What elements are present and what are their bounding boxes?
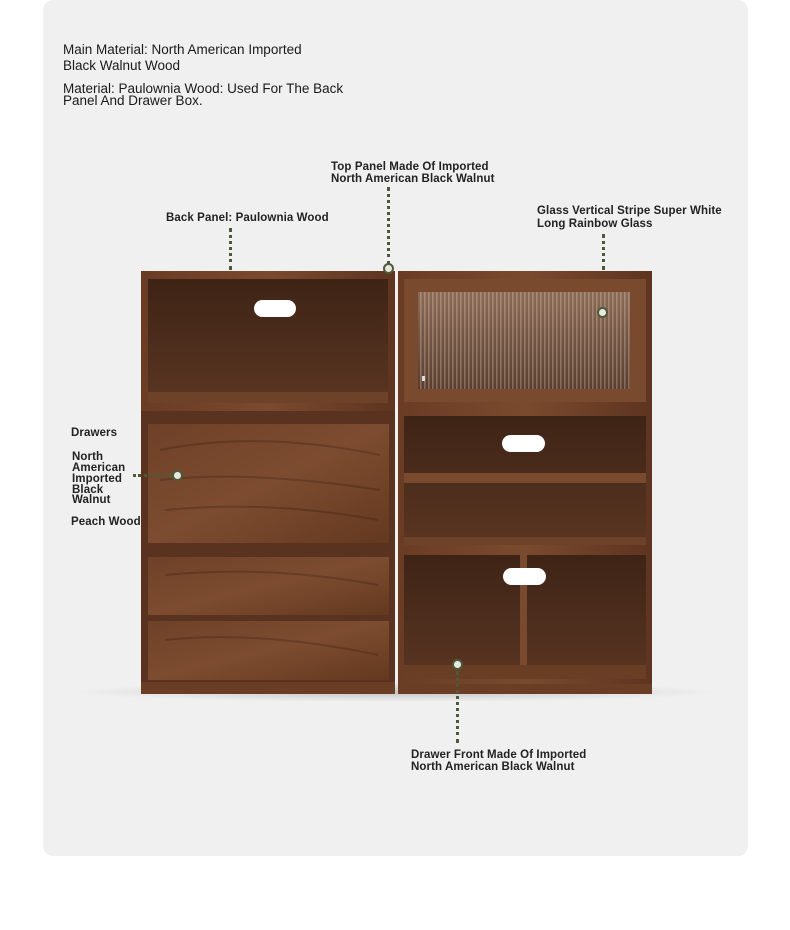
paulownia-line-2: Panel And Drawer Box. bbox=[63, 93, 203, 108]
back-panel-label: Back Panel: Paulownia Wood bbox=[166, 212, 329, 224]
drawer-front-leader bbox=[456, 671, 459, 743]
top-panel-label-2: North American Black Walnut bbox=[331, 173, 495, 185]
glass-leader bbox=[602, 234, 605, 270]
left-big-drawer bbox=[141, 411, 395, 551]
walnut-leader bbox=[133, 474, 171, 477]
main-material-line-1: Main Material: North American Imported bbox=[63, 42, 302, 57]
right-shelf-cube bbox=[398, 408, 652, 553]
drawer-front-marker bbox=[452, 659, 463, 670]
top-panel-leader bbox=[387, 187, 390, 265]
walnut-marker bbox=[172, 470, 183, 481]
drawer-front-label-1: Drawer Front Made Of Imported bbox=[411, 749, 587, 761]
top-panel-marker bbox=[383, 263, 394, 274]
left-double-drawer bbox=[141, 551, 395, 694]
handle-cutout bbox=[254, 300, 296, 317]
left-top-open-cube bbox=[141, 271, 395, 411]
walnut-label-3: Imported bbox=[72, 473, 122, 485]
drawers-label: Drawers bbox=[71, 427, 118, 439]
glass-marker bbox=[597, 307, 608, 318]
paulownia-line-1: Material: Paulownia Wood: Used For The Back bbox=[63, 81, 344, 96]
glass-label-1: Glass Vertical Stripe Super White bbox=[537, 205, 722, 217]
main-material-line-2: Black Walnut Wood bbox=[63, 58, 181, 73]
walnut-label-5: Walnut bbox=[72, 494, 111, 506]
top-panel-label-1: Top Panel Made Of Imported bbox=[331, 161, 489, 173]
glass-label-2: Long Rainbow Glass bbox=[537, 218, 653, 230]
back-panel-leader bbox=[229, 228, 232, 270]
walnut-label-1: North bbox=[72, 451, 104, 463]
drawer-front-label-2: North American Black Walnut bbox=[411, 761, 575, 773]
peach-label: Peach Wood bbox=[71, 516, 141, 528]
right-divided-cube bbox=[398, 547, 652, 694]
handle-cutout bbox=[502, 435, 545, 452]
walnut-label-2: American bbox=[72, 462, 126, 474]
walnut-label-4: Black bbox=[72, 484, 104, 496]
handle-cutout bbox=[503, 568, 546, 585]
right-glass-cube bbox=[398, 271, 652, 408]
